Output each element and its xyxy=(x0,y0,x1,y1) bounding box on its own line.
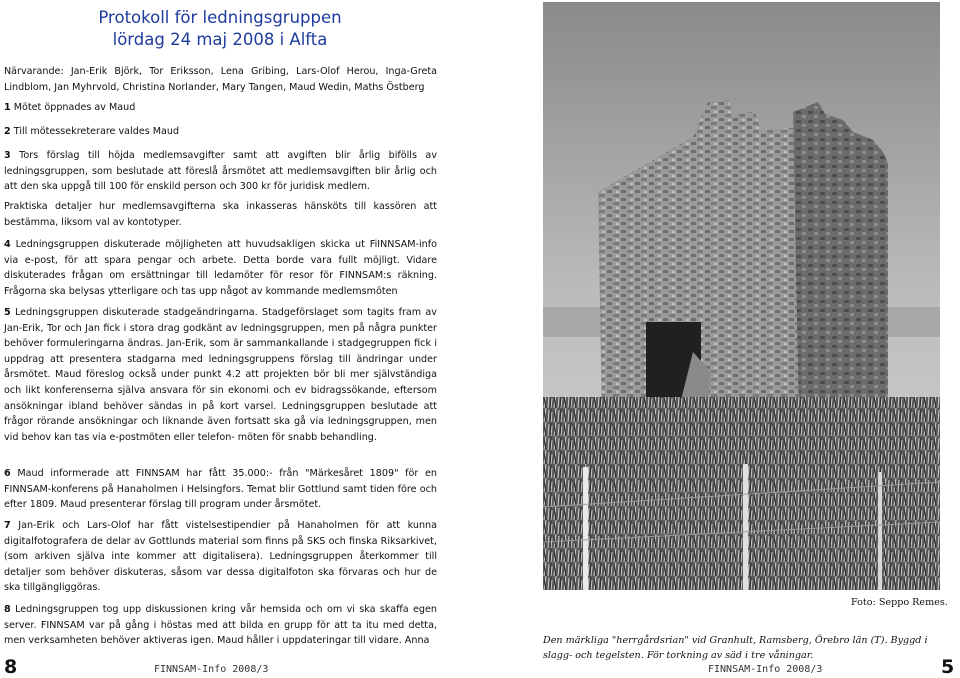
item-number: 8 xyxy=(4,604,11,615)
item-number: 5 xyxy=(4,307,11,318)
item-3 xyxy=(4,148,437,195)
left-footer-text: FINNSAM-Info 2008/3 xyxy=(154,664,269,675)
page-title-line2: lördag 24 maj 2008 i Alfta xyxy=(112,30,328,49)
item-text: Jan-Erik och Lars-Olof har fått vistelsestipendier på Hanaholmen för att kunna digitalfotografera de delar av Gottlunds material som finns på SKS och finska Riksarkivet, (som arkiven själva inte kommer att digitalisera). Ledningsgruppen återkommer till detaljer som behöver diskuteras, såsom var dessa digitalfoton ska förvaras och hur de ska tillgängliggöras. xyxy=(4,520,437,594)
item-text: Maud informerade att FINNSAM har fått 35.000:- från "Märkesåret 1809" för en FINNSAM-konferens på Hanaholmen i Helsingfors. Temat blir Gottlund samt tiden före och efter 1809. Maud presenterar förslag till program under årsmötet. xyxy=(4,468,437,511)
item-text: Till mötessekreterare valdes Maud xyxy=(13,126,180,137)
item-number: 6 xyxy=(4,468,11,479)
item-5 xyxy=(4,305,437,445)
item-text: Ledningsgruppen diskuterade möjligheten att huvudsakligen skicka ut FiINNSAM-info via e-post, för att spara pengar och arbete. Detta borde vara fullt möjligt. Vidare diskuterades frågan om ersättningar till ledamöter för resor för FINNSAM:s räkning. Frågorna ska belysas ytterligare och tas upp något av kommande medlemsmöten xyxy=(4,239,438,297)
barn-photo xyxy=(543,2,940,590)
item-number: 3 xyxy=(4,150,11,161)
item-2 xyxy=(4,124,437,140)
item-7 xyxy=(4,518,437,596)
right-page-number: 5 xyxy=(941,656,955,678)
page-title-line1: Protokoll för ledningsgruppen xyxy=(98,8,342,27)
photo-credit: Foto: Seppo Remes. xyxy=(851,597,948,608)
item-number: 4 xyxy=(4,239,11,250)
item-4 xyxy=(4,237,437,299)
item-1 xyxy=(4,100,437,116)
item-number: 1 xyxy=(4,102,11,113)
left-page-number: 8 xyxy=(4,656,18,678)
item-text: Ledningsgruppen diskuterade stadgeändringarna. Stadgeförslaget som tagits fram av Jan-Erik, Tor och Jan fick i stora drag godkänt av ledningsgruppen, men på några punkter behöver formuleringarna ändras. Jan-Erik, som är sammankallande i stadgegruppen fick i uppdrag att presentera stadgarna med ledningsgruppens förslag till ändringar under årsmötet. Maud föreslog också under punkt 4.2 att projekten bör bli mer självständiga och likt konferenserna själva ansvara för sin ekonomi och ev bidragssökande, eftersom ansökningar ibland behöver sändas in på kort varsel. Ledningsgruppen beslutade att frågor rörande ansökningar och liknande även fortsatt ska gå via ledningsgruppen, men vid behov kan tas via e-postmöten eller telefon- möten för snabb behandling. xyxy=(4,307,437,443)
item-3-note xyxy=(4,199,437,230)
attendees-paragraph: Närvarande: Jan-Erik Björk, Tor Eriksson, Lena Gribing, Lars-Olof Herou, Inga-Greta Lindblom, Jan Myhrvold, Christina Norlander, Mary Tangen, Maud Wedin, Maths Östberg xyxy=(4,66,437,93)
barn-photo-illustration xyxy=(543,2,940,590)
item-text: Praktiska detaljer hur medlemsavgifterna ska inkasseras hänsköts till kassören att bestämma, liksom val av kontotyper. xyxy=(4,201,437,228)
right-footer-text: FINNSAM-Info 2008/3 xyxy=(708,664,823,675)
item-text: Tors förslag till höjda medlemsavgifter samt att avgiften blir årlig bifölls av ledningsgruppen, som beslutade att föreslå årsmötet att medlemsavgiften blir årlig och att den ska uppgå till 100 för enskild person och 300 kr för juridisk medlem. xyxy=(4,150,437,193)
photo-caption: Den märkliga "herrgårdsrian" vid Granhult, Ramsberg, Örebro län (T). Byggd i slagg- och tegelsten. För torkning av säd i tre våningar. xyxy=(543,635,928,661)
item-number: 2 xyxy=(4,126,11,137)
item-6 xyxy=(4,466,437,513)
item-text: Mötet öppnades av Maud xyxy=(13,102,136,113)
item-text: Ledningsgruppen tog upp diskussionen kring vår hemsida och om vi ska skaffa egen server. FINNSAM var på gång i höstas med att bilda en grupp för att ta itu med detta, men verksamheten behöver aktiveras igen. Maud håller i uppdateringar till vidare. Anna xyxy=(4,604,437,647)
item-number: 7 xyxy=(4,520,11,531)
item-8 xyxy=(4,602,437,649)
